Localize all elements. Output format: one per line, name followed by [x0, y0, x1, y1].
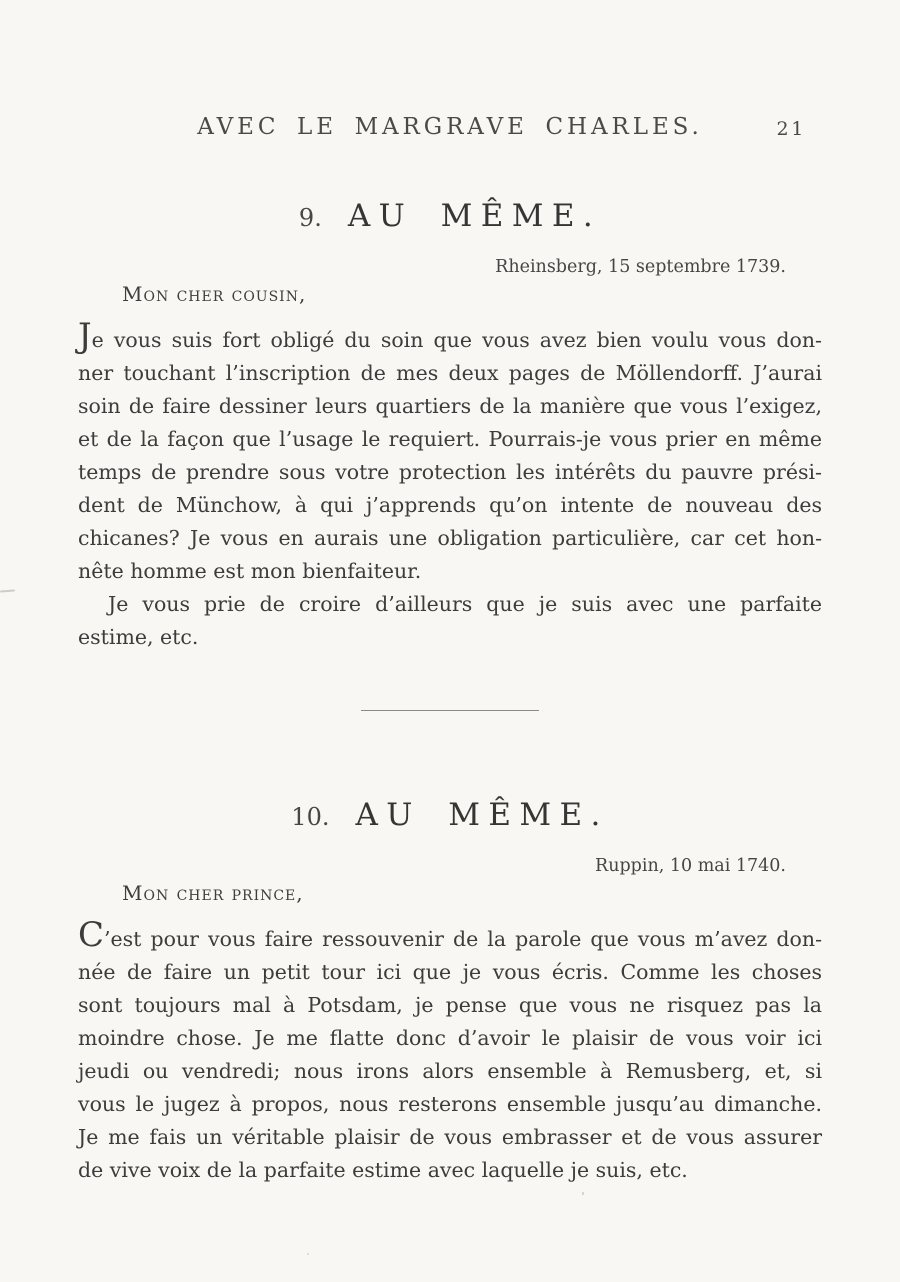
letter-10-number: 10.	[291, 803, 330, 831]
letter-10-dateline: Ruppin, 10 mai 1740.	[595, 856, 786, 876]
body-line: sont toujours mal à Potsdam, je pense que vous ne risquez pas la	[78, 993, 822, 1017]
body-line: vous le jugez à propos, nous resterons ensemble jusqu’au dimanche.	[78, 1092, 822, 1116]
letter-9-title: AU MÊME.	[347, 198, 602, 234]
letter-9-heading	[0, 198, 900, 234]
letter-9-dateline: Rheinsberg, 15 septembre 1739.	[495, 257, 786, 277]
body-line: dent de Münchow, à qui j’apprends qu’on intente de nouveau des	[78, 493, 822, 517]
letter-10-body	[78, 915, 822, 1187]
body-line: et de la façon que l’usage le requiert. Pourrais-je vous prier en même	[78, 427, 822, 451]
running-head-row	[0, 0, 900, 140]
letter-9-body	[78, 316, 822, 654]
body-line: temps de prendre sous votre protection les intérêts du pauvre prési-	[78, 460, 822, 484]
letter-9	[0, 198, 900, 654]
letter-9-salutation: Mon cher cousin,	[122, 282, 307, 306]
section-divider	[361, 710, 539, 711]
scan-artifact	[307, 1253, 309, 1255]
body-line	[78, 915, 822, 956]
body-line: née de faire un petit tour ici que je vous écris. Comme les choses	[78, 960, 822, 984]
letter-9-number: 9.	[298, 204, 322, 232]
body-line: nête homme est mon bienfaiteur.	[78, 559, 422, 583]
letter-10-title: AU MÊME.	[355, 797, 609, 833]
letter-10-salutation: Mon cher prince,	[122, 881, 304, 905]
body-line: moindre chose. Je me flatte donc d’avoir le plaisir de vous voir ici	[78, 1026, 822, 1050]
letter-10-heading	[0, 797, 900, 833]
body-line: de vive voix de la parfaite estime avec laquelle je suis, etc.	[78, 1158, 688, 1182]
body-line: jeudi ou vendredi; nous irons alors ensemble à Remusberg, et, si	[78, 1059, 822, 1083]
scan-artifact	[582, 1192, 584, 1195]
body-line: Je me fais un véritable plaisir de vous embrasser et de vous assurer	[78, 1125, 822, 1149]
body-line: ner touchant l’inscription de mes deux pages de Möllendorff. J’aurai	[78, 361, 822, 385]
drop-initial: J	[78, 316, 92, 356]
body-line	[78, 316, 822, 357]
drop-initial: C	[78, 915, 105, 955]
body-line: soin de faire dessiner leurs quartiers de la manière que vous l’exigez,	[78, 394, 822, 418]
page-number: 21	[776, 118, 806, 140]
body-line-text: e vous suis fort obligé du soin que vous avez bien voulu vous don-	[91, 328, 822, 352]
running-head: AVEC LE MARGRAVE CHARLES.	[197, 114, 703, 140]
body-line: chicanes? Je vous en aurais une obligation particulière, car cet hon-	[78, 526, 822, 550]
body-line: Je vous prie de croire d’ailleurs que je suis avec une parfaite	[108, 592, 822, 616]
body-line-text: ’est pour vous faire ressouvenir de la parole que vous m’avez don-	[104, 927, 822, 951]
body-line: estime, etc.	[78, 625, 199, 649]
letter-10	[0, 797, 900, 1187]
